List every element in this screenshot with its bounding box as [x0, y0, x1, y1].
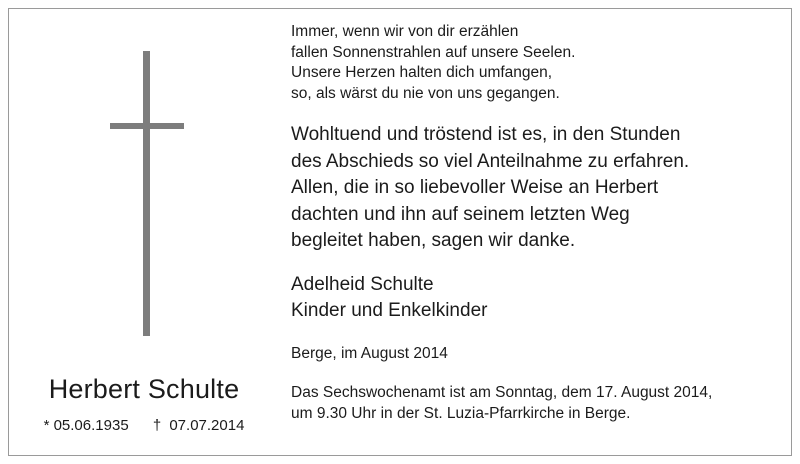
death-date: 07.07.2014 [169, 417, 245, 434]
family-block [291, 272, 791, 325]
family-line: Kinder und Enkelkinder [291, 300, 488, 321]
thanks-block [291, 122, 791, 255]
poem-block [291, 22, 791, 104]
thanks-line: Wohltuend und tröstend ist es, in den Stunden [291, 124, 681, 145]
deceased-dates [9, 417, 279, 434]
poem-line: so, als wärst du nie von uns gegangen. [291, 84, 560, 102]
memorial-right-column [291, 22, 791, 424]
thanks-line: begleitet haben, sagen wir danke. [291, 230, 576, 251]
birth-date: * 05.06.1935 [43, 417, 129, 434]
poem-line: Unsere Herzen halten dich umfangen, [291, 64, 553, 81]
deceased-name: Herbert Schulte [48, 374, 240, 404]
service-line: um 9.30 Uhr in der St. Luzia-Pfarrkirche in Berge. [291, 404, 631, 422]
service-line: Das Sechswochenamt ist am Sonntag, dem 17. August 2014, [291, 383, 713, 401]
cross-horizontal-bar [110, 123, 184, 129]
family-line: Adelheid Schulte [291, 273, 434, 295]
cross-vertical-bar [143, 51, 150, 336]
service-announcement [291, 382, 791, 424]
poem-line: fallen Sonnenstrahlen auf unsere Seelen. [291, 43, 576, 61]
cross-icon [9, 9, 279, 359]
thanks-line: dachten und ihn auf seinem letzten Weg [291, 203, 630, 225]
thanks-line: des Abschieds so viel Anteilnahme zu erfahren. [291, 150, 690, 172]
memorial-left-column [9, 9, 279, 455]
death-cross-glyph: † [152, 417, 162, 434]
place-and-date: Berge, im August 2014 [291, 344, 448, 362]
poem-line: Immer, wenn wir von dir erzählen [291, 23, 519, 40]
thanks-line: Allen, die in so liebevoller Weise an Herbert [291, 177, 659, 198]
